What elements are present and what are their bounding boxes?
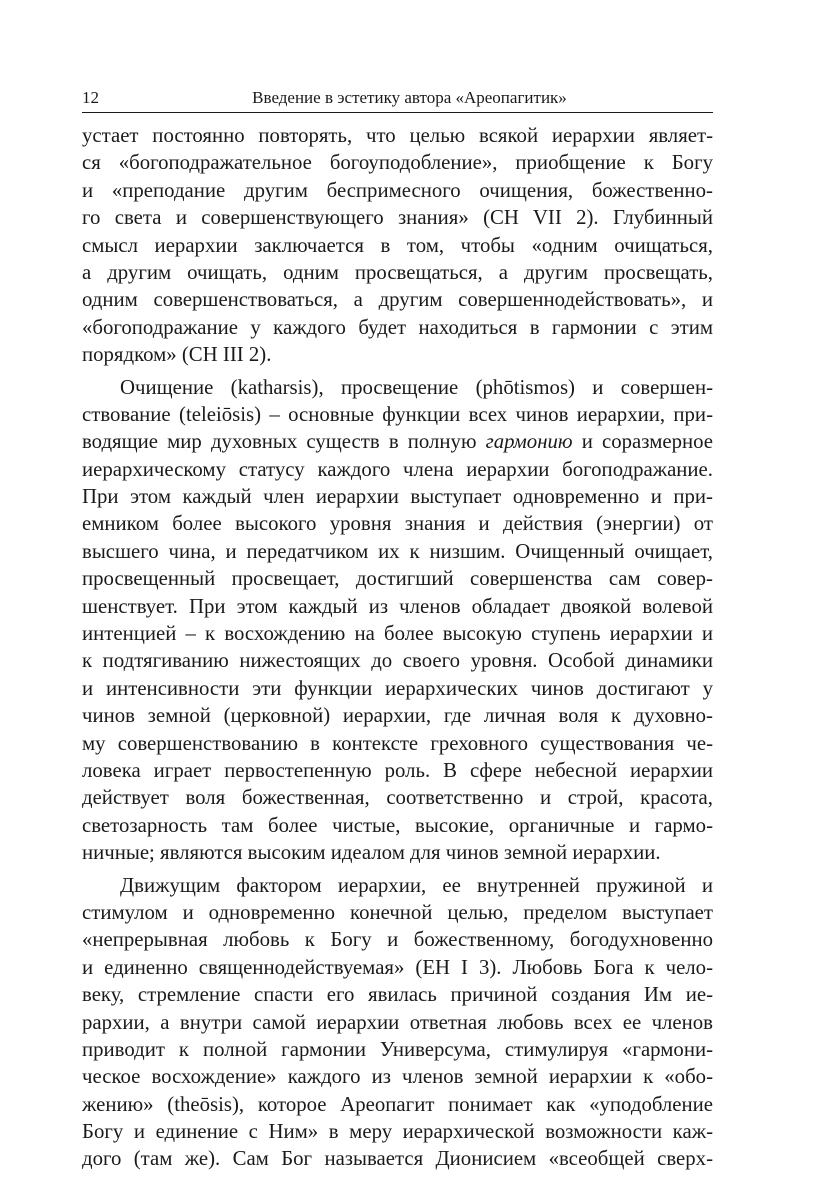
text-line: и интенсивности эти функции иерархических чинов достигают у <box>82 676 713 700</box>
text-line: емником более высокого уровня знания и действия (энергии) от <box>82 512 713 536</box>
text-line: «непрерывная любовь к Богу и божественному, богодухновенно <box>82 928 713 952</box>
text-line: ловека играет первостепенную роль. В сфере небесной иерархии <box>82 758 713 782</box>
text-line: го света и совершенствующего знания» (CH VII 2). Глубинный <box>82 206 713 230</box>
running-title: Введение в эстетику автора «Ареопагитик» <box>252 88 567 107</box>
text-line: ничные; являются высоким идеалом для чинов земной иерархии. <box>82 841 661 865</box>
paragraph <box>82 122 713 369</box>
text-line: порядком» (CH III 2). <box>82 343 272 367</box>
text-line: приводит к полной гармонии Универсума, стимулируя «гармони- <box>82 1037 713 1061</box>
text-line: а другим очищать, одним просвещаться, а другим просвещать, <box>82 260 713 284</box>
body-text <box>82 122 713 1173</box>
text-line: действует воля божественная, соответственно и строй, красота, <box>82 786 713 810</box>
text-run: водящие мир духовных существ в полную <box>82 430 486 454</box>
text-line: иерархическому статусу каждого члена иерархии богоподражание. <box>82 457 713 481</box>
text-line: Богу и единение с Ним» в меру иерархической возможности каж- <box>82 1120 713 1144</box>
text-line: одним совершенствоваться, а другим совершеннодействовать», и <box>82 288 713 312</box>
text-line: Движущим фактором иерархии, ее внутренней пружиной и <box>120 873 713 897</box>
text-line: ческое восхождение» каждого из членов земной иерархии к «обо- <box>82 1065 713 1089</box>
text-line: к подтягиванию нижестоящих до своего уровня. Особой динамики <box>82 649 713 673</box>
text-line: интенцией – к восхождению на более высокую ступень иерархии и <box>82 622 713 646</box>
text-line: светозарность там более чистые, высокие, органичные и гармо- <box>82 813 713 837</box>
text-line: дого (там же). Сам Бог называется Дионисием «всеобщей сверх- <box>82 1147 713 1171</box>
text-line: смысл иерархии заключается в том, чтобы «одним очищаться, <box>82 233 713 257</box>
text-line: жению» (theōsis), которое Ареопагит понимает как «уподобление <box>82 1092 713 1116</box>
text-line: «богоподражание у каждого будет находиться в гармонии с этим <box>82 315 713 339</box>
text-line: устает постоянно повторять, что целью всякой иерархии являет- <box>82 124 713 147</box>
text-line: шенствует. При этом каждый из членов обладает двоякой волевой <box>82 594 713 618</box>
text-line: При этом каждый член иерархии выступает одновременно и при- <box>82 485 713 509</box>
text-line: Очищение (katharsis), просвещение (phōtismos) и совершен- <box>120 375 713 399</box>
book-page <box>82 84 713 1173</box>
text-line: высшего чина, и передатчиком их к низшим. Очищенный очищает, <box>82 539 713 563</box>
page-number: 12 <box>82 88 99 107</box>
text-line: ствование (teleiōsis) – основные функции всех чинов иерархии, при- <box>82 402 713 426</box>
text-line: рархии, а внутри самой иерархии ответная любовь всех ее членов <box>82 1010 713 1034</box>
text-line: и единенно священнодействуемая» (EH I 3). Любовь Бога к чело- <box>82 955 713 979</box>
paragraph <box>82 872 713 1173</box>
text-run: и соразмерное <box>572 430 713 454</box>
text-line: просвещенный просвещает, достигший совершенства сам совер- <box>82 567 713 591</box>
paragraph <box>82 374 713 867</box>
italic-emphasis: гармонию <box>485 430 573 454</box>
text-line: ся «богоподражательное богоуподобление», приобщение к Богу <box>82 151 713 175</box>
text-line: и «преподание другим беспримесного очищения, божественно- <box>82 178 713 202</box>
running-head <box>82 84 713 113</box>
text-line: чинов земной (церковной) иерархии, где личная воля к духовно- <box>82 704 713 728</box>
text-line: веку, стремление спасти его явилась причиной создания Им ие- <box>82 983 713 1007</box>
text-line <box>82 428 713 455</box>
text-line: стимулом и одновременно конечной целью, пределом выступает <box>82 900 713 924</box>
text-line: му совершенствованию в контексте греховного существования че- <box>82 731 713 755</box>
